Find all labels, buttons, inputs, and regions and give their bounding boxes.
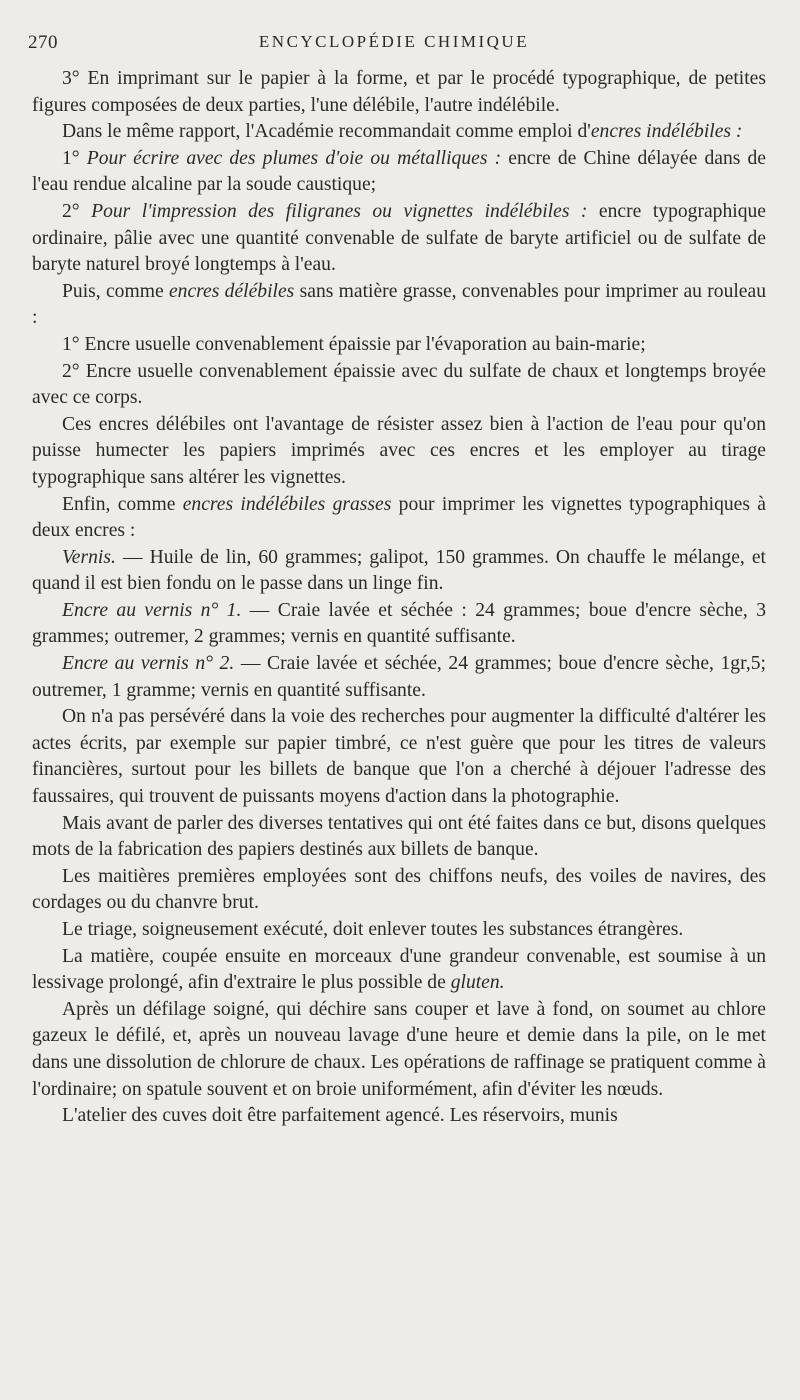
text-run: 2° Encre usuelle convenablement épaissie avec du sulfate de chaux et longtemps broyée avec ce corps. (32, 360, 766, 409)
paragraph (32, 917, 766, 944)
paragraph (32, 199, 766, 279)
body-text (32, 66, 766, 1130)
italic-text: encres délébiles (168, 280, 295, 302)
running-title: ENCYCLOPÉDIE CHIMIQUE (258, 32, 530, 51)
text-run: sans matière grasse, convenables pour imprimer au rouleau : (32, 280, 767, 329)
paragraph (32, 146, 766, 199)
text-run: La matière, coupée ensuite en morceaux d'une grandeur convenable, est soumise à un lessivage prolongé, afin d'extraire le plus possible de (32, 945, 766, 994)
text-run: 1° (62, 147, 87, 169)
text-run: Puis, comme (62, 280, 169, 302)
italic-text: encres indélébiles grasses (182, 493, 392, 515)
paragraph (32, 492, 766, 545)
paragraph (32, 944, 766, 997)
paragraph (32, 545, 766, 598)
paragraph (32, 704, 766, 810)
text-run: L'atelier des cuves doit être parfaitement agencé. Les réservoirs, munis (62, 1105, 618, 1127)
paragraph (32, 66, 766, 119)
paragraph (32, 359, 766, 412)
italic-text: Pour l'impression des filigranes ou vignettes indélébiles : (91, 200, 588, 222)
italic-text: encres indélébiles : (590, 121, 743, 143)
italic-text: Pour écrire avec des plumes d'oie ou métalliques : (86, 147, 502, 169)
page-header (28, 32, 760, 56)
text-run: On n'a pas persévéré dans la voie des recherches pour augmenter la difficulté d'altérer les actes écrits, par exemple sur papier timbré, ce n'est guère que pour les titres de valeurs financières, surtout pour les billets de banque que l'on a cherché à déjouer l'adresse des faussaires, qui trouvent de puissants moyens d'action dans la photographie. (32, 706, 766, 808)
text-run: Dans le même rapport, l'Académie recommandait comme emploi d' (62, 121, 591, 143)
text-run: — Craie lavée et séchée : 24 grammes; boue d'encre sèche, 3 grammes; outremer, 2 grammes; vernis en quantité suffisante. (32, 599, 766, 648)
text-run: 2° (62, 200, 92, 222)
paragraph (32, 997, 766, 1103)
italic-text: Vernis. (62, 546, 116, 568)
italic-text: gluten. (450, 972, 505, 994)
paragraph (32, 1103, 766, 1130)
paragraph (32, 811, 766, 864)
text-run: encre de Chine délayée dans de l'eau rendue alcaline par la soude caustique; (32, 147, 767, 196)
italic-text: Encre au vernis n° 1. (62, 599, 242, 621)
text-run: pour imprimer les vignettes typographiques à deux encres : (32, 493, 766, 542)
paragraph (32, 651, 766, 704)
page-number: 270 (28, 32, 58, 53)
text-run: Après un défilage soigné, qui déchire sans couper et lave à fond, on soumet au chlore gazeux le défilé, et, après un nouveau lavage d'une heure et demie dans la pile, on le met dans une dissolution de chlorure de chaux. Les opérations de raffinage se pratiquent comme à l'ordinaire; on spatule souvent et on broie uniformément, afin d'éviter les nœuds. (32, 998, 766, 1100)
text-run: 3° En imprimant sur le papier à la forme, et par le procédé typographique, de petites figures composées de deux parties, l'une délébile, l'autre indélébile. (32, 68, 766, 116)
paragraph (32, 598, 766, 651)
text-run: Enfin, comme (62, 493, 183, 515)
italic-text: Encre au vernis n° 2. (62, 653, 235, 675)
paragraph (32, 279, 766, 332)
paragraph (32, 119, 766, 146)
paragraph (32, 864, 766, 917)
text-run: Les maitières premières employées sont des chiffons neufs, des voiles de navires, des cordages ou du chanvre brut. (32, 865, 766, 914)
text-run: — Huile de lin, 60 grammes; galipot, 150 grammes. On chauffe le mélange, et quand il est bien fondu on le passe dans un linge fin. (32, 546, 766, 595)
text-run: encre typographique ordinaire, pâlie avec une quantité convenable de sulfate de baryte artificiel ou de sulfate de baryte naturel broyé longtemps à l'eau. (32, 200, 767, 276)
paragraph (32, 332, 766, 359)
text-run: 1° Encre usuelle convenablement épaissie par l'évaporation au bain-marie; (62, 333, 646, 355)
text-run: Mais avant de parler des diverses tentatives qui ont été faites dans ce but, disons quelques mots de la fabrication des papiers destinés aux billets de banque. (32, 812, 766, 861)
text-run: — Craie lavée et séchée, 24 grammes; boue d'encre sèche, 1gr,5; outremer, 1 gramme; vernis en quantité suffisante. (32, 653, 766, 701)
paragraph (32, 412, 766, 492)
text-run: Ces encres délébiles ont l'avantage de résister assez bien à l'action de l'eau pour qu'on puisse humecter les papiers imprimés avec ces encres et les employer au tirage typographique sans altérer les vignettes. (32, 413, 766, 488)
text-run: Le triage, soigneusement exécuté, doit enlever toutes les substances étrangères. (62, 919, 684, 940)
